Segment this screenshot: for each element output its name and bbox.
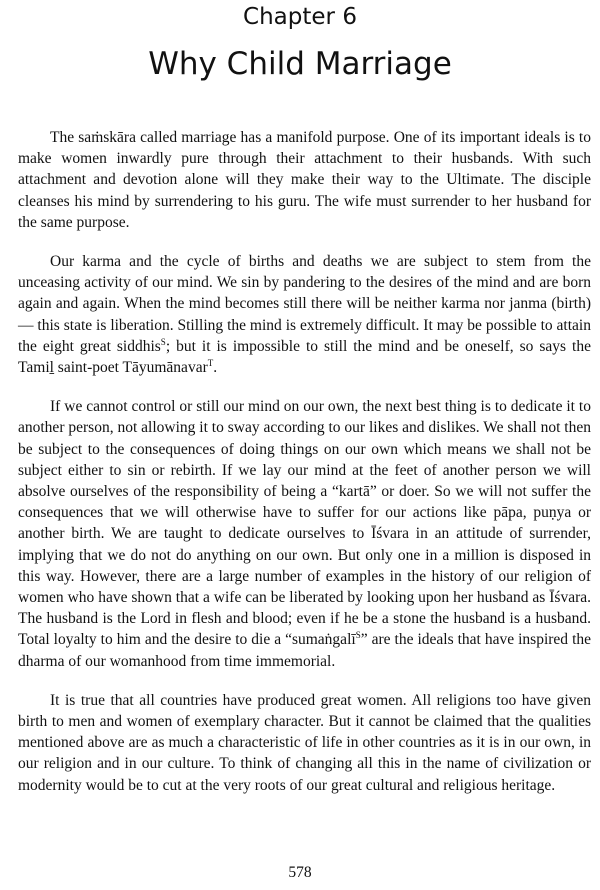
paragraph: Our karma and the cycle of births and deaths we are subject to stem from the unceasing activity of our mind. We sin by pandering to the desires of the mind and are born again and again. When the mind becomes still there will be neither karma nor janma (birth) — this state is liberation. Stilling the mind is extremely difficult. It may be possible to attain the eight great siddhis$^S$; but it is impossible to still the mind and be oneself, so says the Tamiḻ saint-poet Tāyumānavar$^T$. bbox=[18, 253, 591, 377]
paragraph-text: ; but it is impossible to still the mind and be oneself, so says the Tamiḻ saint-poet Tāyumānavar bbox=[18, 337, 591, 377]
page-number: 578 bbox=[288, 864, 312, 881]
paragraph-text: ” are the ideals that have inspired the dharma of our womanhood from time immemorial. bbox=[18, 631, 591, 670]
chapter-body bbox=[18, 127, 591, 814]
paragraph bbox=[18, 396, 591, 672]
glossary-marker: S bbox=[355, 630, 361, 641]
paragraph: It is true that all countries have produced great women. All religions too have given birth to men and women of exemplary character. But it cannot be claimed that the qualities mentioned above are as much a characteristic of life in other countries as it is in our own, in our religion and in our culture. To think of changing all this in the name of civilization or modernity would be to cut at the very roots of our great cultural and religious heritage. bbox=[18, 691, 591, 794]
glossary-marker: T bbox=[207, 358, 214, 369]
chapter-title: Why Child Marriage bbox=[148, 46, 452, 82]
paragraph-text: Our karma and the cycle of births and deaths we are subject to stem from the unceasing activity of our mind. We sin by pandering to the desires of the mind and are born again and again. When the mind becomes still there will be neither karma nor janma (birth) — this state is liberation. Stilling the mind is extremely difficult. It may be possible to attain the eight great siddhis bbox=[18, 253, 591, 355]
chapter-label: Chapter 6 bbox=[243, 4, 357, 30]
paragraph: The saṁskāra called marriage has a manifold purpose. One of its important ideals is to make women inwardly pure through their attachment to their husbands. With such attachment and devotion alone will they make their way to the Ultimate. The disciple cleanses his mind by surrendering to his guru. The wife must surrender to her husband for the same purpose. bbox=[18, 129, 591, 231]
glossary-marker: S bbox=[160, 336, 166, 347]
paragraph-text: If we cannot control or still our mind on our own, the next best thing is to dedicate it to another person, not allowing it to sway according to our likes and dislikes. We shall not then be subject to the consequences of doing things on our own which means we shall not be subject either to sin or rebirth. If we lay our mind at the feet of another person we will absolve ourselves of the responsibility of being a “kartā” or doer. So we will not suffer the consequences that we will otherwise have to suffer for our actions like pāpa, puṇya or another birth. We are taught to dedicate ourselves to Īśvara in an attitude of surrender, implying that we do not do anything on our own. But only one in a million is disposed in this way. However, there are a large number of examples in the history of our religion of women who have shown that a wife can be liberated by looking upon her husband as Īśvara. The husband is the Lord in flesh and blood; even if he be a stone the husband is a husband. Total loyalty to him and the desire to die a “sumaṅgalī bbox=[18, 398, 591, 649]
